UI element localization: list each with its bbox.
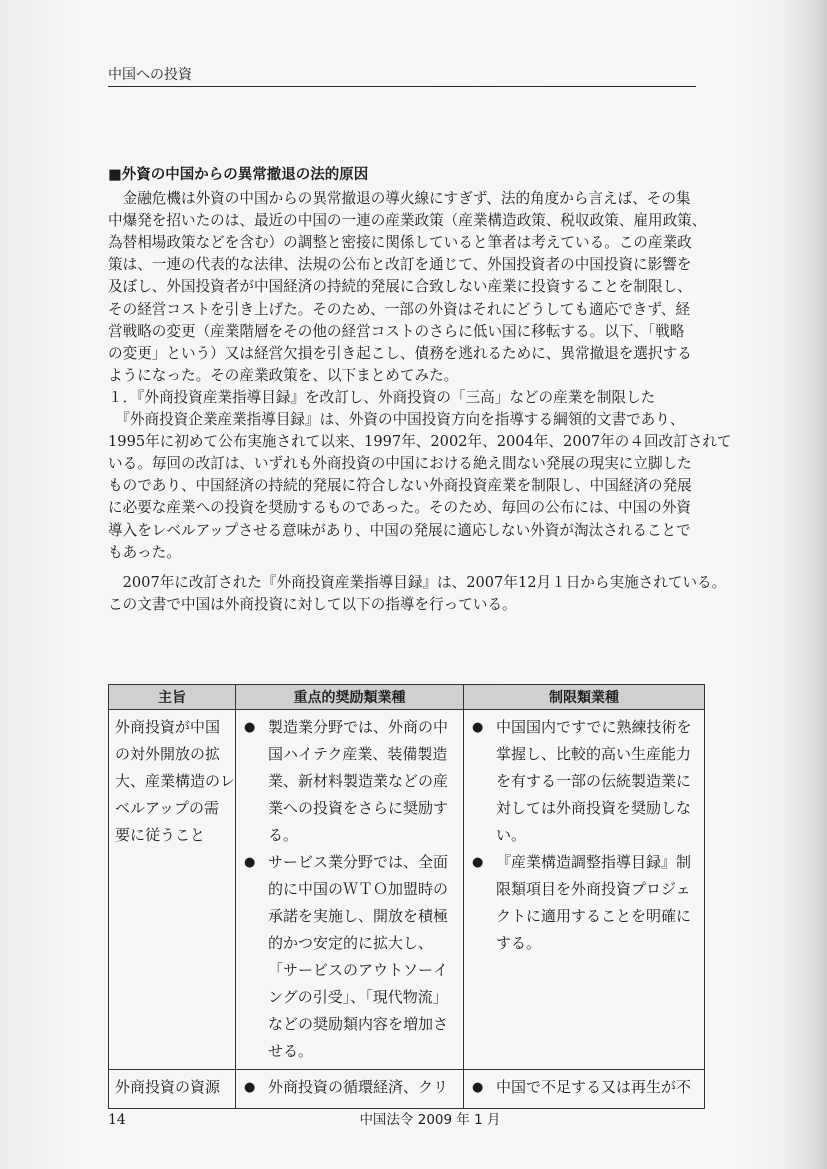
header-restricted: 制限類業種: [464, 685, 705, 710]
body-line: に必要な産業への投資を奨励するものであった。そのため、毎回の公布には、中国の外資: [108, 499, 692, 516]
list-item: [470, 714, 698, 849]
cell-line: 外商投資が中国: [115, 718, 221, 736]
cell-line: の対外開放の拡: [115, 745, 221, 763]
purpose-cell: [109, 1070, 236, 1109]
body-line: この文書で中国は外商投資に対して以下の指導を行っている。: [108, 596, 517, 613]
list-item: [242, 849, 457, 1065]
cell-line: 掌握し、比較的高い生産能力: [496, 745, 692, 763]
body-line: 導入をレベルアップさせる意味があり、中国の発展に適応しない外資が淘汰されることで: [108, 522, 691, 539]
body-line: 1995年に初めて公布実施されて以来、1997年、2002年、2004年、2007年の４回改訂されて: [108, 433, 732, 450]
body-line: その経営コストを引き上げた。そのため、一部の外資はそれにどうしても適応できず、経: [108, 301, 691, 318]
cell-line: 中国で不足する又は再生が不: [496, 1078, 692, 1096]
body-line: ものであり、中国経済の持続的発展に符合しない外商投資産業を制限し、中国経済の発展: [108, 477, 692, 494]
list-item: [242, 1074, 457, 1101]
cell-line: 承諾を実施し、開放を積極: [268, 907, 449, 925]
cell-line: クトに適用することを明確に: [496, 907, 692, 925]
body-line: 金融危機は外資の中国からの異常撤退の導火線にすぎず、法的角度から言えば、その集: [108, 190, 691, 207]
page-number: 14: [108, 1112, 126, 1128]
cell-line: する。: [496, 934, 542, 952]
cell-line: サービス業分野では、全面: [268, 853, 449, 871]
list-item: [242, 714, 457, 849]
cell-line: い。: [496, 826, 527, 844]
table-row: [109, 1070, 705, 1109]
restricted-cell: [464, 1070, 705, 1109]
cell-line: 業、新材料製造業などの産: [268, 772, 449, 790]
encouraged-cell: [236, 710, 464, 1070]
page-edge-shadow: [785, 0, 827, 1169]
cell-line: る。: [268, 826, 299, 844]
cell-line: ベルアップの需: [115, 799, 219, 817]
list-item: [470, 849, 698, 957]
header-purpose: 主旨: [109, 685, 236, 710]
body-line: もあった。: [108, 544, 181, 561]
cell-line: 業への投資をさらに奨励す: [268, 799, 449, 817]
body-line: 営戦略の変更（産業階層をその他の経営コストのさらに低い国に移転する。以下、「戦略: [108, 323, 685, 340]
bullet-icon: ●: [244, 855, 256, 870]
encouraged-cell: [236, 1070, 464, 1109]
body-line: 『外商投資企業産業指導目録』は、外資の中国投資方向を指導する綱領的文書であり、: [108, 411, 685, 428]
body-line: の変更」という）又は経営欠損を引き起こし、債務を逃れるために、異常撤退を選択する: [108, 345, 692, 362]
cell-line: 外商投資の循環経済、クリ: [268, 1078, 449, 1096]
list-item: [470, 1074, 698, 1101]
body-line: 2007年に改訂された『外商投資産業指導目録』は、2007年12月１日から実施されている。: [108, 574, 727, 591]
purpose-cell: [109, 710, 236, 1070]
cell-line: 「サービスのアウトソーイ: [268, 961, 449, 979]
cell-line: 限類項目を外商投資プロジェ: [496, 880, 691, 898]
body-line: 策は、一連の代表的な法律、法規の公布と改訂を通じて、外国投資者の中国投資に影響を: [108, 256, 692, 273]
cell-line: 国ハイテク産業、装備製造: [268, 745, 448, 763]
cell-line: 大、産業構造のレ: [115, 772, 236, 790]
cell-line: 外商投資の資源: [115, 1078, 221, 1096]
cell-line: などの奨励類内容を増加さ: [268, 1015, 449, 1033]
publication-footer: 中国法令 2009 年 1 月: [359, 1112, 501, 1128]
section-title: ■外資の中国からの異常撤退の法的原因: [108, 167, 369, 183]
cell-line: せる。: [268, 1042, 314, 1060]
policy-table: [108, 684, 705, 1109]
cell-line: を有する一部の伝統製造業に: [496, 772, 692, 790]
body-line: ようになった。その産業政策を、以下まとめてみた。: [108, 367, 459, 384]
cell-line: 的かつ安定的に拡大し、: [268, 934, 434, 952]
cell-line: 対しては外商投資を奨励しな: [496, 799, 692, 817]
cell-line: 中国国内ですでに熟練技術を: [496, 718, 692, 736]
bullet-icon: ●: [244, 1080, 256, 1095]
bullet-icon: ●: [472, 1080, 484, 1095]
header-encouraged: 重点的奨励類業種: [236, 685, 464, 710]
cell-line: 要に従うこと: [115, 826, 206, 844]
body-line: 為替相場政策などを含む）の調整と密接に関係していると筆者は考えている。この産業政: [108, 234, 692, 251]
cell-line: ングの引受」、「現代物流」: [268, 988, 448, 1006]
body-line: 及ぼし、外国投資者が中国経済の持続的発展に合致しない産業に投資することを制限し、: [108, 278, 692, 295]
table-header-row: [109, 685, 705, 710]
table-row: [109, 710, 705, 1070]
body-line: 中爆発を招いたのは、最近の中国の一連の産業政策（産業構造政策、税収政策、雇用政策、: [108, 212, 707, 229]
cell-line: 的に中国のＷＴＯ加盟時の: [268, 880, 449, 898]
body-line: １．『外商投資産業指導目録』を改訂し、外商投資の「三高」などの産業を制限した: [108, 389, 656, 406]
cell-line: 製造業分野では、外商の中: [268, 718, 449, 736]
bullet-icon: ●: [472, 720, 484, 735]
cell-line: 『産業構造調整指導目録』制: [496, 853, 692, 871]
restricted-cell: [464, 710, 705, 1070]
body-line: いる。毎回の改訂は、いずれも外商投資の中国における絶え間ない発展の現実に立脚した: [108, 455, 692, 472]
bullet-icon: ●: [244, 720, 256, 735]
running-header: 中国への投資: [108, 64, 696, 87]
bullet-icon: ●: [472, 855, 484, 870]
